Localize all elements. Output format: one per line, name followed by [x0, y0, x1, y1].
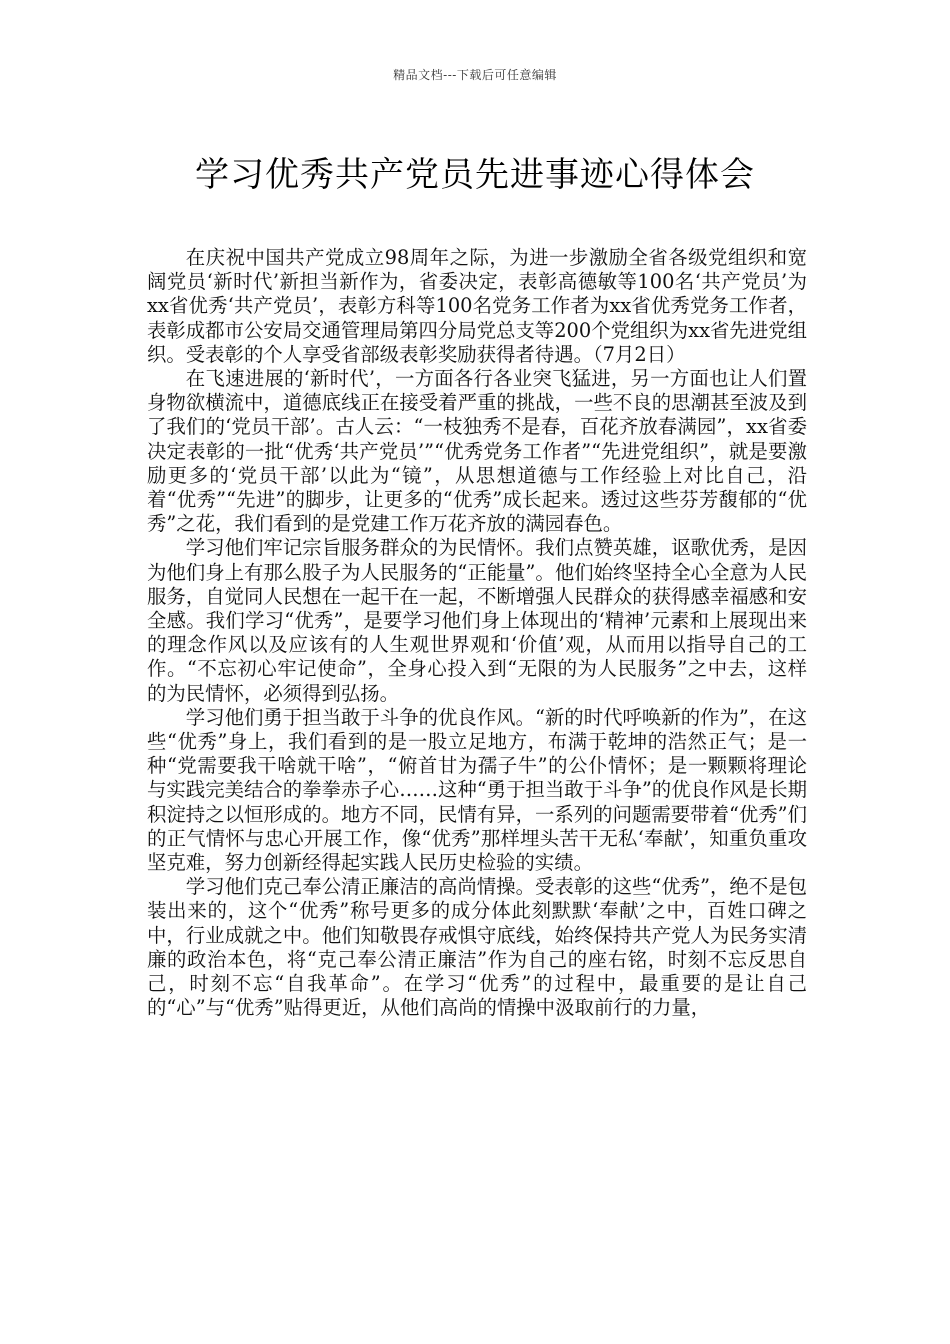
- paragraph: 在飞速进展的‘新时代’，一方面各行各业突飞猛进，另一方面也让人们置身物欲横流中，道德底线正在接受着严重的挑战，一些不良的思潮甚至波及到了我们的‘党员干部’。古人云：“一枝独秀不是春，百花齐放春满园”，xx省委决定表彰的一批“优秀‘共产党员’”“优秀党务工作者”“先进党组织”，就是要激励更多的‘党员干部’以此为“镜”，从思想道德与工作经验上对比自己，沿着“优秀”“先进”的脚步，让更多的“优秀”成长起来。透过这些芬芳馥郁的“优秀”之花，我们看到的是党建工作万花齐放的满园春色。: [147, 367, 807, 536]
- document-body: [147, 246, 807, 1021]
- paragraph: 在庆祝中国共产党成立98周年之际，为进一步激励全省各级党组织和宽阔党员‘新时代’新担当新作为，省委决定，表彰高德敏等100名‘共产党员’为xx省优秀‘共产党员’，表彰方科等100名党务工作者为xx省优秀党务工作者，表彰成都市公安局交通管理局第四分局党总支等200个党组织为xx省先进党组织。受表彰的个人享受省部级表彰奖励获得者待遇。（7月2日）: [147, 246, 807, 366]
- paragraph: 学习他们克己奉公清正廉洁的高尚情操。受表彰的这些“优秀”，绝不是包装出来的，这个“优秀”称号更多的成分体此刻默默‘奉献’之中，百姓口碑之中，行业成就之中。他们知敬畏存戒惧守底线，始终保持共产党人为民务实清廉的政治本色，将“克己奉公清正廉洁”作为自己的座右铭，时刻不忘反思自己，时刻不忘“自我革命”。在学习“优秀”的过程中，最重要的是让自己的“心”与“优秀”贴得更近，从他们高尚的情操中汲取前行的力量，: [147, 875, 807, 1020]
- paragraph: 学习他们勇于担当敢于斗争的优良作风。“新的时代呼唤新的作为”，在这些“优秀”身上，我们看到的是一股立足地方，布满于乾坤的浩然正气；是一种“党需要我干啥就干啥”，“俯首甘为孺子牛”的公仆情怀；是一颗颗将理论与实践完美结合的拳拳赤子心……这种“勇于担当敢于斗争”的优良作风是长期积淀持之以恒形成的。地方不同，民情有异，一系列的问题需要带着“优秀”们的正气情怀与忠心开展工作，像“优秀”那样埋头苦干无私‘奉献’，知重负重攻坚克难，努力创新经得起实践人民历史检验的实绩。: [147, 705, 807, 875]
- document-title: 学习优秀共产党员先进事迹心得体会: [195, 154, 755, 195]
- header-note: 精品文档---下载后可任意编辑: [393, 68, 557, 82]
- paragraph: 学习他们牢记宗旨服务群众的为民情怀。我们点赞英雄，讴歌优秀，是因为他们身上有那么股子为人民服务的“正能量”。他们始终坚持全心全意为人民服务，自觉同人民想在一起干在一起，不断增强人民群众的获得感幸福感和安全感。我们学习“优秀”，是要学习他们身上体现出的‘精神’元素和上展现出来的理念作风以及应该有的人生观世界观和‘价值’观，从而用以指导自己的工作。“不忘初心牢记使命”，全身心投入到“无限的为人民服务”之中去，这样的为民情怀，必须得到弘扬。: [147, 536, 807, 705]
